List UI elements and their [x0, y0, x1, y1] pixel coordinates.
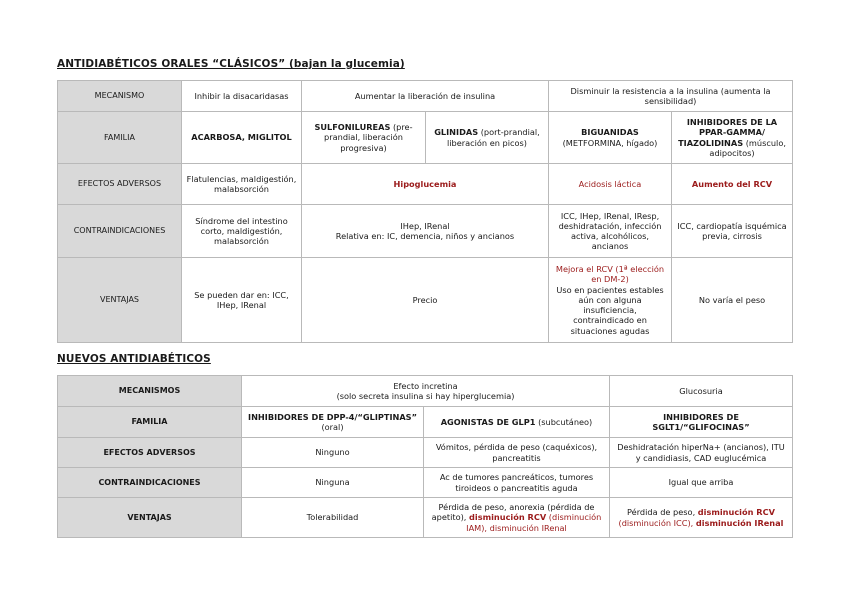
dpp4-name: INHIBIDORES DE DPP-4/“GLIPTINAS”: [248, 411, 417, 422]
familia-biguanidas: [549, 112, 672, 164]
ventajas-sglt-a: Pérdida de peso,: [627, 507, 696, 518]
efectos-acarbosa: Flatulencias, maldigestión, malabsorción: [182, 164, 302, 205]
ventajas-biguanidas-red: Mejora el RCV (1ª elección en DM-2): [555, 264, 665, 285]
biguanidas-note: (METFORMINA, hígado): [562, 137, 658, 148]
efectos-glp1: Vómitos, pérdida de peso (caquéxicos), pancreatitis: [424, 438, 610, 468]
familia-acarbosa: [182, 112, 302, 164]
row2-label-contra: CONTRAINDICACIONES: [58, 468, 242, 498]
row2-label-familia: FAMILIA: [58, 407, 242, 438]
new-antidiabetics-table: [57, 375, 793, 538]
row-label-contra: CONTRAINDICACIONES: [58, 205, 182, 258]
mecanismo-liberacion: Aumentar la liberación de insulina: [302, 81, 549, 112]
sulfo-note: (pre-prandial, liberación progresiva): [324, 122, 413, 153]
familia-sulfonilureas: [302, 112, 426, 164]
row-label-ventajas: VENTAJAS: [58, 258, 182, 343]
incretina-line1: Efecto incretina: [393, 380, 458, 391]
row-label-familia: FAMILIA: [58, 112, 182, 164]
ventajas-glp1-c: (disminución IAM), disminución IRenal: [466, 512, 602, 533]
row-familia: [58, 112, 793, 164]
familia-acarbosa-name: ACARBOSA, MIGLITOL: [191, 132, 292, 143]
ventajas-sglt-c: (disminución ICC),: [618, 517, 694, 528]
mecanismos-incretina: [242, 376, 610, 407]
contra-ppar: ICC, cardiopatía isquémica previa, cirrosis: [672, 205, 793, 258]
familia-ppar: [672, 112, 793, 164]
incretina-line2: (solo secreta insulina si hay hiperglucemia): [336, 391, 515, 401]
ventajas-biguanidas: [549, 258, 672, 343]
contra-acarbosa: Síndrome del intestino corto, maldigestión, malabsorción: [182, 205, 302, 258]
row2-familia: [58, 407, 793, 438]
ventajas-biguanidas-rest: Uso en pacientes estables aún con alguna insuficiencia, contraindicado en situaciones agudas: [556, 284, 664, 336]
row-label-mecanismo: MECANISMO: [58, 81, 182, 112]
efectos-hipoglucemia: Hipoglucemia: [302, 164, 549, 205]
contra-sglt: Igual que arriba: [610, 468, 793, 498]
row2-ventajas: [58, 498, 793, 538]
contra-biguanidas: ICC, IHep, IRenal, IResp, deshidratación, infección activa, alcohólicos, ancianos: [549, 205, 672, 258]
efectos-dpp4: Ninguno: [242, 438, 424, 468]
ventajas-sglt-b: disminución RCV: [697, 507, 775, 518]
row2-mecanismos: [58, 376, 793, 407]
ppar-name: INHIBIDORES DE LA PPAR-GAMMA/ TIAZOLIDINAS: [678, 117, 778, 148]
contra-secretagogos-2: Relativa en: IC, demencia, niños y ancianos: [335, 231, 515, 241]
ppar-note: (músculo, adipocitos): [709, 137, 786, 158]
sglt-name: INHIBIDORES DE SGLT1/“GLIFOCINAS”: [652, 411, 750, 432]
mecanismos-glucosuria: Glucosuria: [610, 376, 793, 407]
contra-secretagogos-1: IHep, IRenal: [400, 220, 450, 231]
ventajas-sglt-d: disminución IRenal: [695, 517, 784, 528]
row-label-efectos: EFECTOS ADVERSOS: [58, 164, 182, 205]
biguanidas-name: BIGUANIDAS: [581, 127, 639, 138]
section1-title: ANTIDIABÉTICOS ORALES “CLÁSICOS” (bajan la glucemia): [57, 58, 405, 70]
ventajas-precio: Precio: [302, 258, 549, 343]
efectos-acidosis: Acidosis láctica: [549, 164, 672, 205]
mecanismo-resistencia: Disminuir la resistencia a la insulina (aumenta la sensibilidad): [549, 81, 793, 112]
ventajas-glp1-a: Pérdida de peso, anorexia (pérdida de apetito),: [431, 502, 595, 523]
row2-efectos: [58, 438, 793, 468]
familia-sglt: [610, 407, 793, 438]
contra-glp1: Ac de tumores pancreáticos, tumores tiroideos o pancreatitis aguda: [424, 468, 610, 498]
efectos-sglt: Deshidratación hiperNa+ (ancianos), ITU y candidiasis, CAD euglucémica: [610, 438, 793, 468]
row2-label-mecanismos: MECANISMOS: [58, 376, 242, 407]
contra-dpp4: Ninguna: [242, 468, 424, 498]
row2-contra: [58, 468, 793, 498]
ventajas-glp1: [424, 498, 610, 538]
row-mecanismo: [58, 81, 793, 112]
classic-antidiabetics-table: [57, 80, 793, 343]
ventajas-ppar: No varía el peso: [672, 258, 793, 343]
dpp4-note: (oral): [321, 422, 344, 432]
efectos-rcv: Aumento del RCV: [672, 164, 793, 205]
row-contra: [58, 205, 793, 258]
sulfo-name: SULFONILUREAS: [314, 122, 391, 133]
ventajas-acarbosa: Se pueden dar en: ICC, IHep, IRenal: [182, 258, 302, 343]
glinidas-name: GLINIDAS: [434, 127, 479, 138]
row-efectos: [58, 164, 793, 205]
row2-label-efectos: EFECTOS ADVERSOS: [58, 438, 242, 468]
familia-glinidas: [426, 112, 549, 164]
glp1-name: AGONISTAS DE GLP1: [440, 416, 536, 427]
contra-secretagogos: [302, 205, 549, 258]
row2-label-ventajas: VENTAJAS: [58, 498, 242, 538]
mecanismo-disacaridasas: Inhibir la disacaridasas: [182, 81, 302, 112]
glinidas-note: (port-prandial, liberación en picos): [446, 127, 540, 148]
section2-title: NUEVOS ANTIDIABÉTICOS: [57, 353, 211, 365]
ventajas-sglt: [610, 498, 793, 538]
row-ventajas: [58, 258, 793, 343]
familia-dpp4: [242, 407, 424, 438]
ventajas-dpp4: Tolerabilidad: [242, 498, 424, 538]
ventajas-glp1-b: disminución RCV: [469, 512, 547, 523]
glp1-note: (subcutáneo): [538, 416, 593, 427]
familia-glp1: [424, 407, 610, 438]
